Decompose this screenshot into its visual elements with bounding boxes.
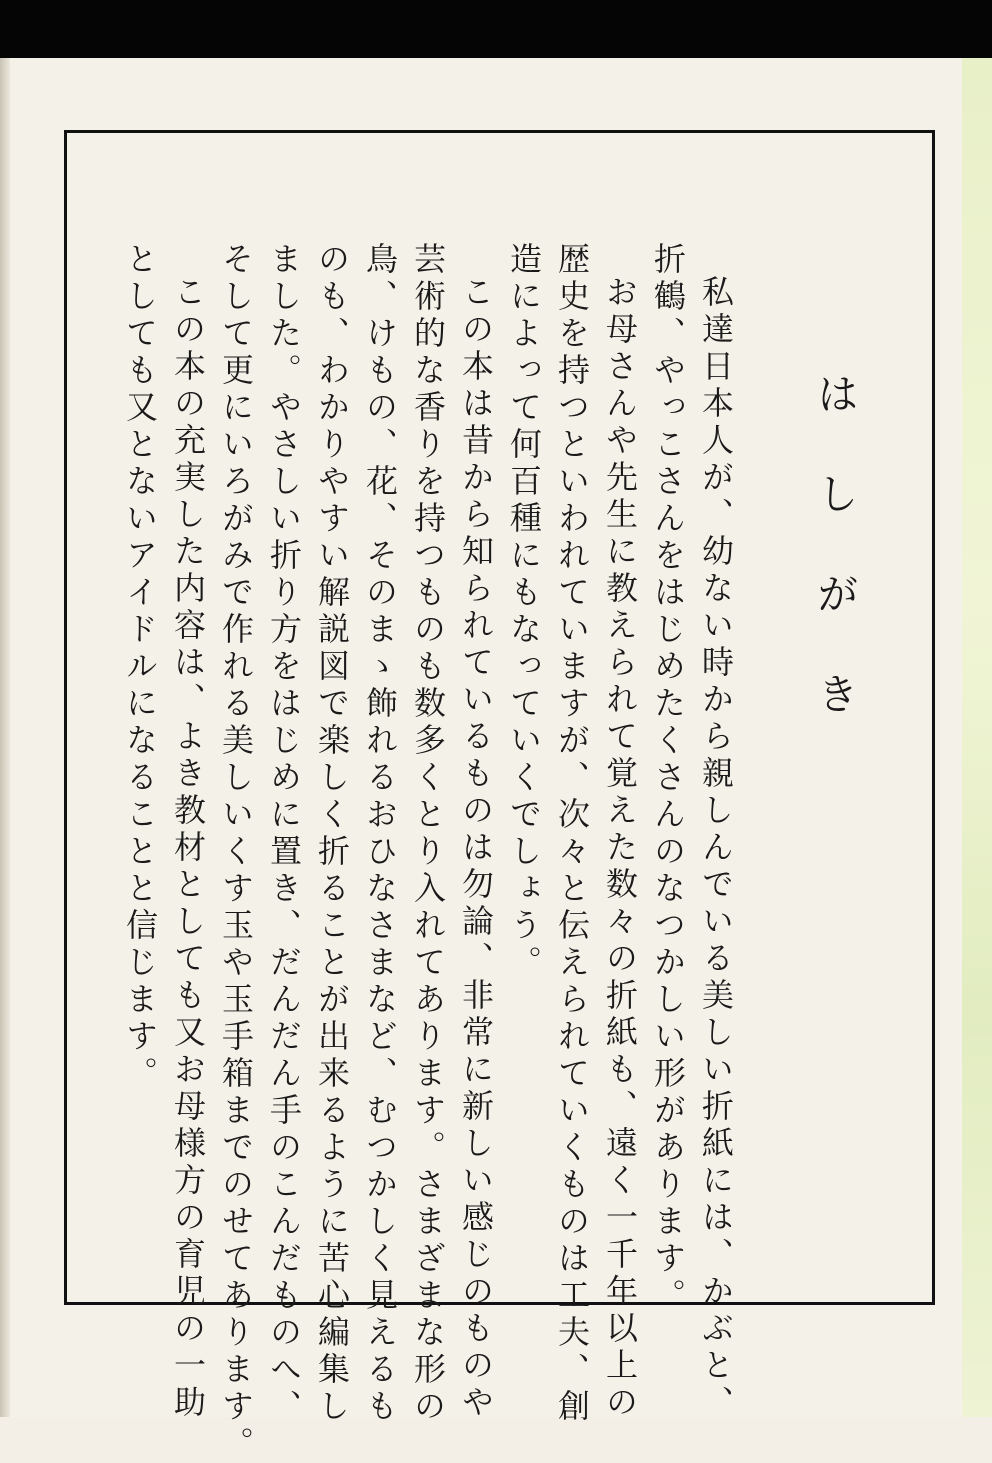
text-line-10: ました。やさしい折り方をはじめに置き、だんだん手のこんだものへ、 — [265, 242, 303, 1426]
text-line-12: この本の充実した内容は、よき教材としても又お母様方の育児の一助 — [169, 275, 207, 1422]
text-line-8: 鳥、けもの、花、そのまゝ飾れるおひなさまなど、むつかしく見えるも — [361, 242, 399, 1426]
text-line-2: 折鶴、やっこさんをはじめたくさんのなつかしい形があります。 — [649, 242, 687, 1315]
text-line-5: 造によって何百種にもなっていくでしょう。 — [505, 242, 543, 982]
scan-top-band — [0, 0, 992, 58]
text-line-7: 芸術的な香りを持つものも数多くとり入れてあります。さまざまな形の — [409, 242, 447, 1426]
text-line-1: 私達日本人が、幼ない時から親しんでいる美しい折紙には、かぶと、 — [697, 275, 735, 1422]
text-line-3: お母さんや先生に教えられて覚えた数々の折紙も、遠く一千年以上の — [601, 275, 639, 1422]
page-title: はしがき — [811, 372, 860, 772]
page-edge-shadow — [0, 58, 10, 1417]
text-line-4: 歴史を持つといわれていますが、次々と伝えられていくものは工夫、創 — [553, 242, 591, 1426]
text-line-6: この本は昔から知られているものは勿論、非常に新しい感じのものや — [457, 275, 495, 1422]
text-line-9: のも、わかりやすい解説図で楽しく折ることが出来るように苦心編集し — [313, 242, 351, 1426]
text-line-11: そして更にいろがみで作れる美しいくす玉や玉手箱までのせてあります。 — [217, 242, 255, 1463]
adjacent-page-strip — [962, 58, 992, 1417]
text-line-13: としても又とないアイドルになることと信じます。 — [121, 242, 159, 1093]
